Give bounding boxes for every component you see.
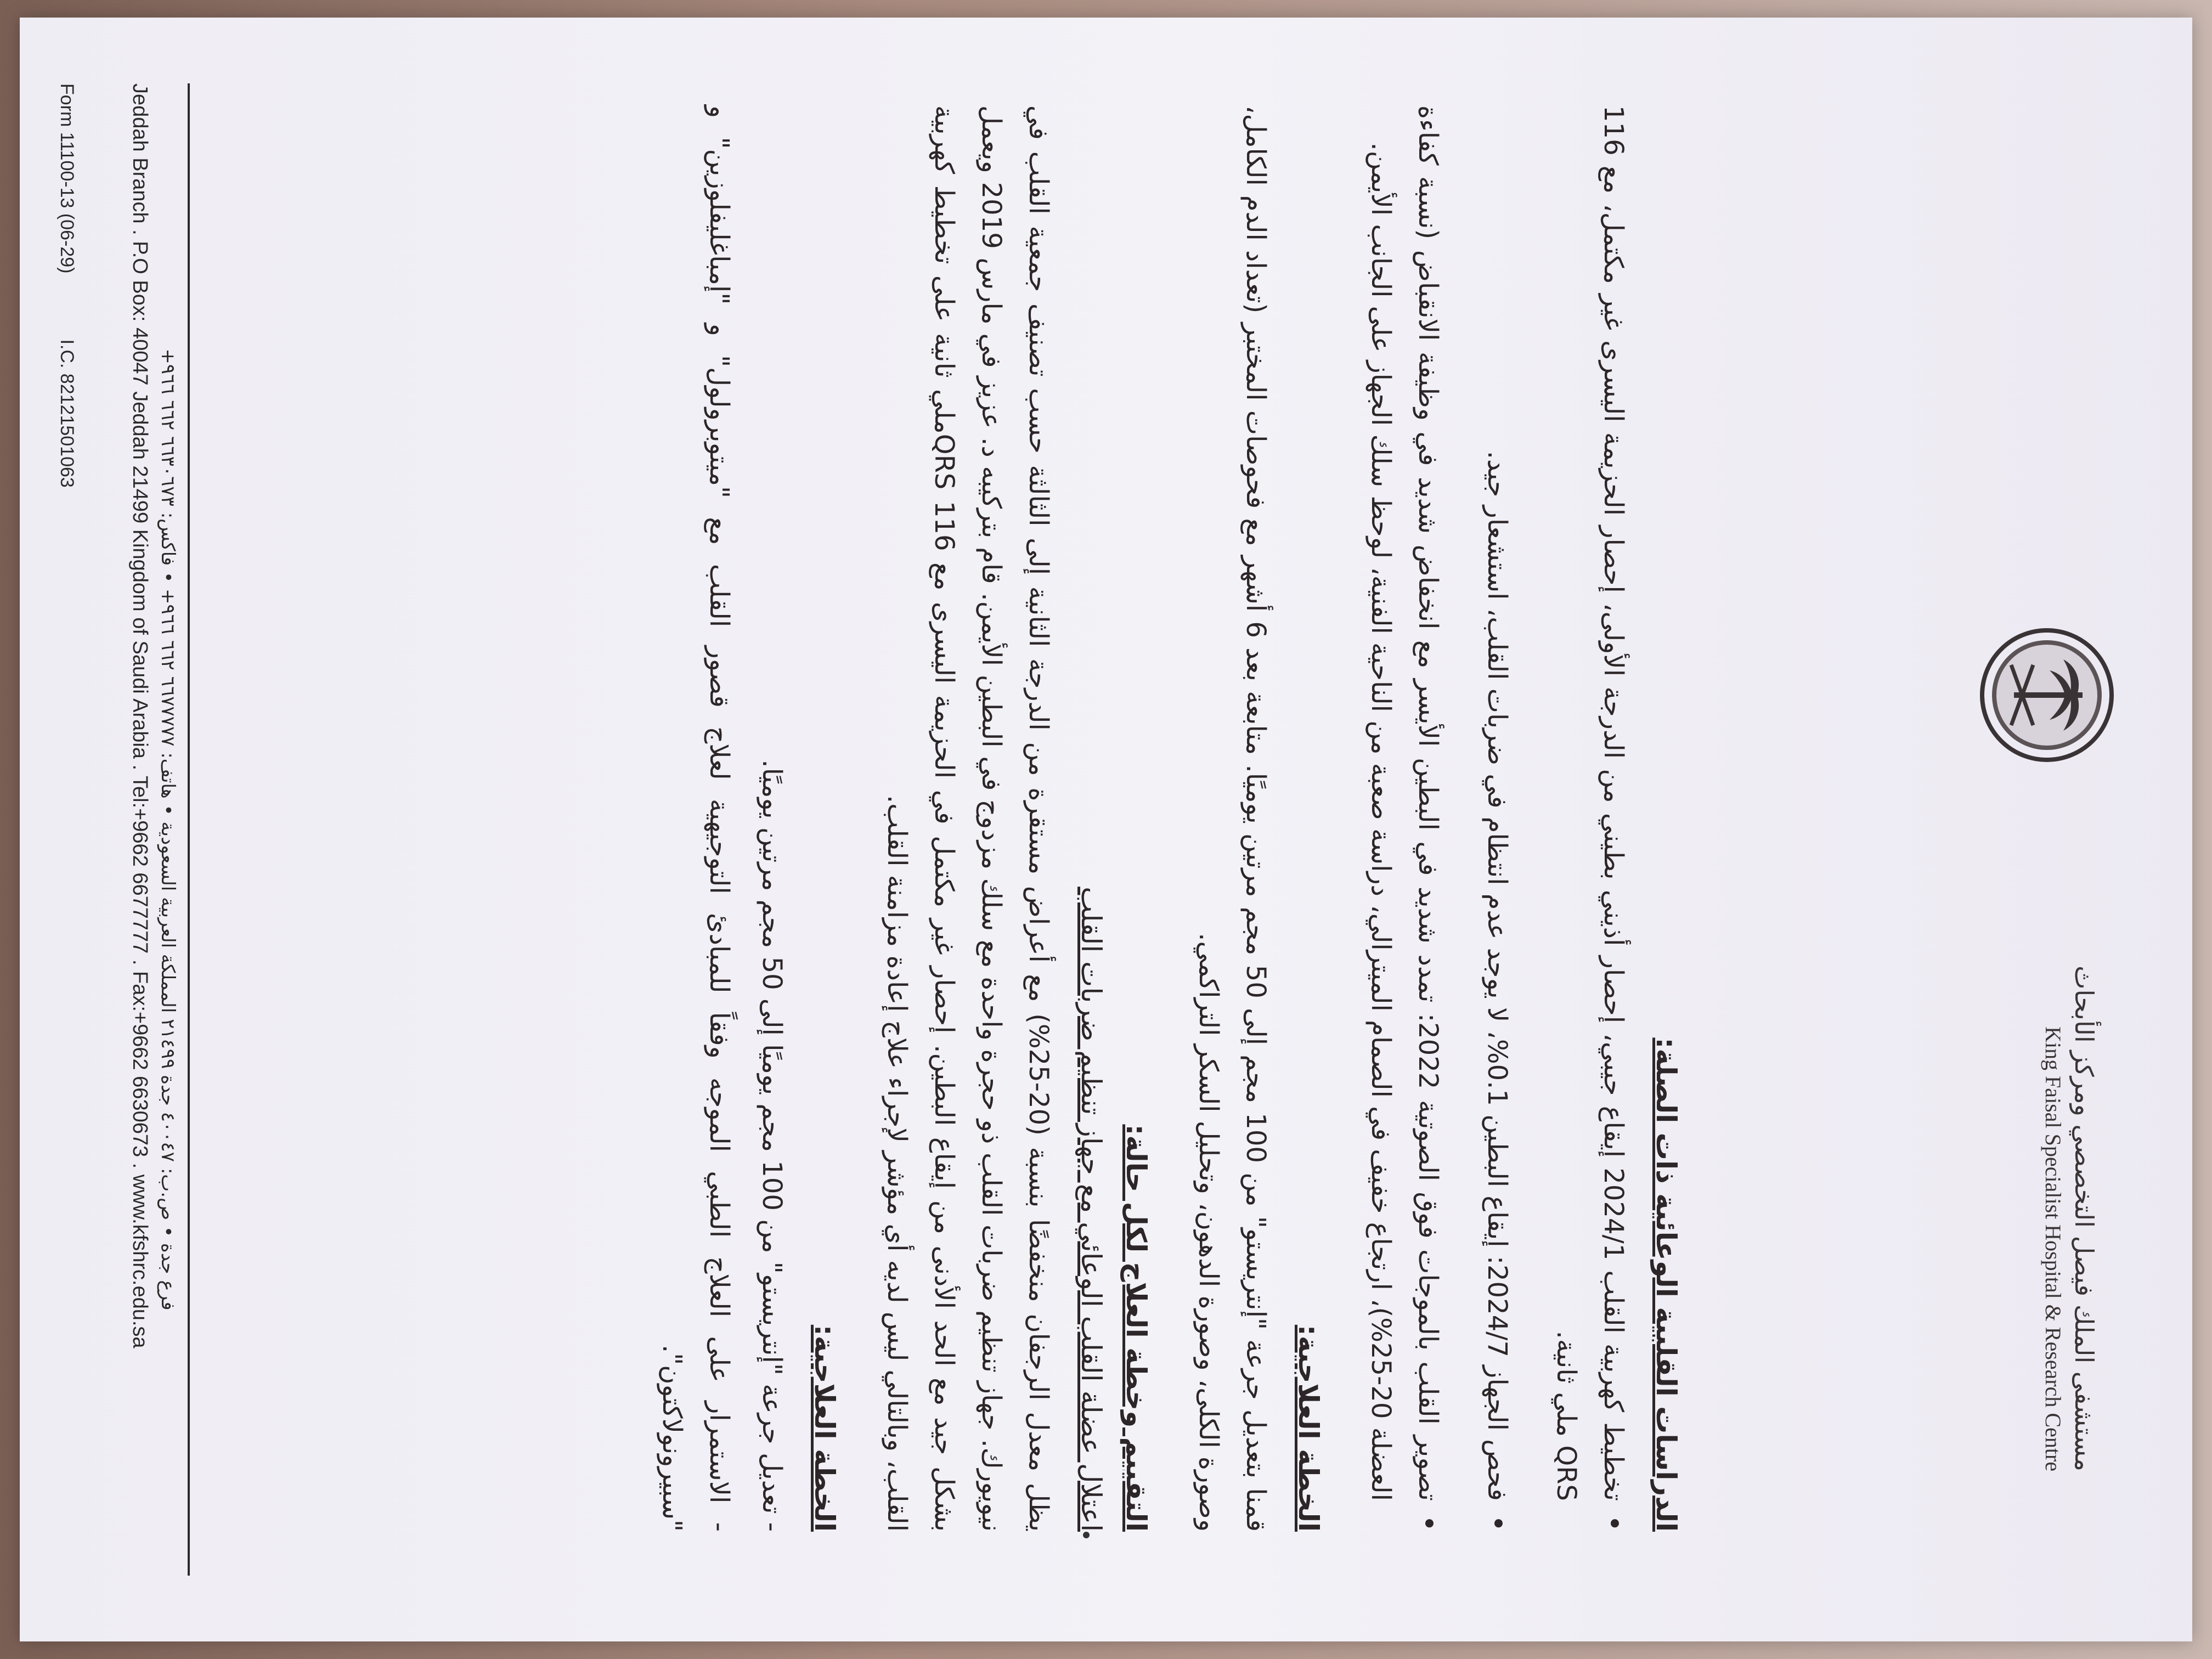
- assessment-text: يظل معدل الرجفان منخفضًا بنسبة (20-25%) مع أعراض مستقرة من الدرجة الثانية إلى الثالثة حسب تصنيف جمعية القلب في نيويورك. جهاز تنظيم ضربات القلب ذو حجرة واحدة مع سلك مزدوج في البطين الأيمن. قام بتركيبه د. عزيز في مارس 2019 ويعمل بشكل جيد مع الحد الأدنى من إيقاع البطين. إحصار غير مكتمل في الحزيمة اليسرى مع 116 QRSملي ثانية على تخطيط كهربية القلب، وبالتالي ليس لديه أي مؤشر لإجراء علاج إعادة مزامنة القلب.: [882, 105, 1054, 1532]
- ic-number: I.C. 82121501063: [57, 339, 77, 488]
- hospital-name-english: King Faisal Specialist Hospital & Research Centre: [2041, 1026, 2066, 1471]
- footer-address-english: Jeddah Branch . P.O Box: 40047 Jeddah 21499 Kingdom of Saudi Arabia . Tel:+9662 6677777 . Fax:+9662 6630673 . www.kfshrc.edu.sa: [128, 83, 151, 1348]
- plan-item: - تعديل جرعة "إنتريستو" من 100 مجم يوميًا إلى 50 مجم مرتين يوميًا.: [757, 759, 787, 1532]
- studies-heading: الدراسات القلبية الوعائية ذات الصلة:: [1650, 1037, 1682, 1532]
- treatment-plan-text: قمنا بتعديل جرعة "إنتريستو" من 100 مجم إلى 50 مجم مرتين يوميًا. متابعة بعد 6 أشهر مع فحوصات المختبر (تعداد الدم الكامل، وصورة الكلى، وصورة الدهون، وتحليل السكر التراكمي.: [1193, 105, 1271, 1532]
- footer-divider: [188, 83, 190, 1576]
- assessment-section: [873, 105, 1152, 1532]
- study-item: • تخطيط كهربية القلب 2024/1 إيقاع جيبي، إحصار أذيني بطيني من الدرجة الأولى، إحصار الحزيمة اليسرى غير مكتمل، مع 116 QRS ملي ثانية.: [1543, 105, 1637, 1532]
- hospital-name-block: [2040, 923, 2099, 1471]
- footer: [128, 83, 179, 1576]
- treatment-plan-2-section: [648, 105, 840, 1532]
- plan-item: - الاستمرار على العلاج الطبي الموجه وفقاً للمبادئ التوجيهية لعلاج قصور القلب مع "ميتوبرولول" و "إمباغليفلوزين" و "سبيرونولاكتون".: [657, 105, 735, 1532]
- assessment-heading: التقييم وخطة العلاج لكل حالة:: [1120, 1124, 1152, 1532]
- form-info-row: [56, 83, 77, 742]
- treatment-plan-2-heading: الخطة العلاجية:: [809, 1324, 840, 1532]
- diagnosis-subheading: اعتلال عضلة القلب الوعائي مع جهاز تنظيم ضربات القلب: [1075, 887, 1107, 1532]
- study-item: • تصوير القلب بالموجات فوق الصوتية 2022: تمدد شديد في البطين الأيسر مع انخفاض شديد في وظيفة الانقباض (نسبة كفاءة العضلة 20-25%)، ارتجاع خفيف في الصمام الميترالي، دراسة صعبة من الناحية الفنية، لوحظ سلك الجهاز على الجانب الأيمن.: [1357, 105, 1452, 1532]
- treatment-plan-heading: الخطة العلاجية:: [1293, 1324, 1324, 1532]
- document-page: [20, 18, 2192, 1641]
- studies-section: [1357, 105, 1682, 1532]
- hospital-name-arabic: مستشفى الملك فيصل التخصصي ومركز الأبحاث: [2069, 966, 2099, 1471]
- treatment-plan-section: [1185, 105, 1324, 1532]
- palm-and-swords-emblem-icon: [1978, 627, 2115, 764]
- ink-dot: [1083, 1532, 1090, 1538]
- form-number: Form 11100-13 (06-29): [57, 83, 77, 274]
- study-item: • فحص الجهاز 2024/7: إيقاع البطين 0.1%، لا يوجد عدم انتظام في ضربات القلب، استشعار جيد.: [1474, 105, 1521, 1532]
- footer-address-arabic: فرع جدة • ص.ب: ٤٠٠٤٧ جدة ٢١٤٩٩ المملكة العربية السعودية • هاتف: ٦٦٧٧٧٧٧ ٦٦٢ ٩٦٦+ • فاكس: ٦٦٣٠٦٧٣ ٦٦٢ ٩٦٦+: [157, 348, 179, 1311]
- report-body: [616, 105, 1682, 1532]
